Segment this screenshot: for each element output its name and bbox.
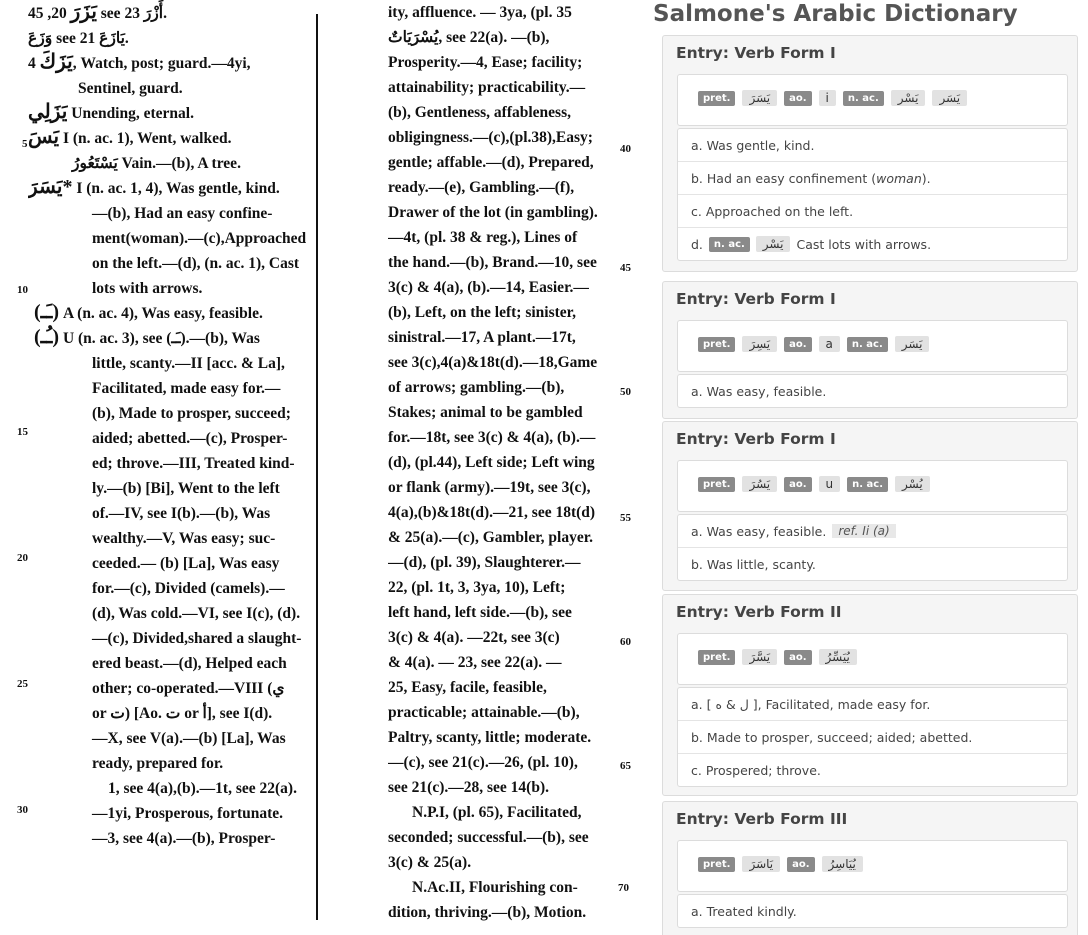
reference-badge: ref. Ii (a) (832, 524, 895, 538)
scan-line: —(d), (pl. 39), Slaughterer.— (388, 554, 581, 571)
scan-line: for.—18t, see 3(c) & 4(a), (b).— (388, 429, 596, 446)
line-number: 45 (620, 262, 631, 274)
pret-value: يَسَرَ (742, 90, 777, 106)
scan-line: (b), Made to prosper, succeed; (92, 405, 291, 422)
scan-line: see 21(c).—28, see 14(b). (388, 779, 549, 796)
scan-column-left (28, 0, 314, 850)
pret-tag: pret. (698, 337, 735, 352)
scan-line: 3(c) & 4(a), (b).—14, Easier.— (388, 279, 589, 296)
line-number: 70 (618, 882, 629, 894)
entry-card (662, 594, 1078, 796)
verb-forms-row (698, 856, 863, 872)
pret-value: يَسُرَ (742, 476, 777, 492)
scan-line: —X, see V(a).—(b) [La], Was (92, 730, 286, 747)
scan-line: Facilitated, made easy for.— (92, 380, 281, 397)
definition-item: a. Was easy, feasible. (691, 383, 827, 399)
definition-item: b. Had an easy confinement ( woman ). (678, 162, 1067, 195)
scan-line: 1, see 4(a),(b).—1t, see 22(a). (108, 780, 297, 797)
pret-tag: pret. (698, 650, 735, 665)
scan-line: Paltry, scanty, little; moderate. (388, 729, 592, 746)
ao-tag: ao. (787, 857, 814, 872)
pret-value: يَاسَرَ (742, 856, 780, 872)
scan-line: —(c), Divided,shared a slaught- (92, 630, 302, 647)
scan-line: يَزَكَ 4, Watch, post; guard.—4yi, (28, 51, 251, 73)
scan-line: & 4(a). — 23, see 22(a). — (388, 654, 562, 671)
scan-line: 22, (pl. 1t, 3, 3ya, 10), Left; (388, 579, 566, 596)
line-number: 55 (620, 512, 631, 524)
line-number: 5 (22, 138, 28, 150)
definition-item: a. Was gentle, kind. (678, 129, 1067, 162)
nac-value: يَسْر (891, 90, 926, 106)
definition-item: d. n. ac. يَسْر Cast lots with arrows. (691, 236, 932, 252)
pret-tag: pret. (698, 857, 735, 872)
verb-forms-box (677, 633, 1068, 685)
scan-line: N.Ac.II, Flourishing con- (412, 879, 578, 896)
entry-card (662, 801, 1078, 935)
entry-title: Entry: Verb Form II (676, 603, 842, 621)
scan-line: ceeded.— (b) [La], Was easy (92, 555, 280, 572)
ao-tag: ao. (784, 650, 811, 665)
line-number: 20 (17, 552, 28, 564)
scan-line: ly.—(b) [Bi], Went to the left (92, 480, 280, 497)
ao-value: u (819, 476, 841, 492)
scan-line: —(b), Had an easy confine- (92, 205, 273, 222)
verb-forms-row (698, 476, 930, 492)
scan-line: 3(c) & 4(a). —22t, see 3(c) (388, 629, 560, 646)
line-number: 25 (17, 678, 28, 690)
scan-line: ity, affluence. — 3ya, (pl. 35 (388, 4, 572, 21)
definitions-box (677, 687, 1068, 787)
nac-tag: n. ac. (847, 337, 888, 352)
entry-card (662, 421, 1078, 591)
ao-value: يُيَسِّرُ (819, 649, 857, 665)
definition-item: c. Prospered; throve. (691, 762, 821, 778)
scan-line: or ت) [Ao. ت or أ], see I(d). (92, 705, 273, 722)
nac-value: يَسَر (895, 336, 930, 352)
scan-line: seconded; successful.—(b), see (388, 829, 589, 846)
nac-value: يُسْر (895, 476, 930, 492)
scan-line: aided; abetted.—(c), Prosper- (92, 430, 288, 447)
scan-line: on the left.—(d), (n. ac. 1), Cast (92, 255, 300, 272)
verb-forms-row (698, 90, 967, 106)
scan-line: 4(a),(b)&18t(d).—21, see 18t(d) (388, 504, 596, 521)
entry-title: Entry: Verb Form I (676, 290, 836, 308)
scan-line: 3(c) & 25(a). (388, 854, 472, 871)
scan-line: يَسَ I (n. ac. 1), Went, walked. (28, 126, 232, 148)
scan-line: (ـُـ) U (n. ac. 3), see (ـَـ).—(b), Was (34, 326, 260, 348)
entry-card (662, 35, 1078, 272)
scan-line: N.P.I, (pl. 65), Facilitated, (412, 804, 582, 821)
scan-line: —3, see 4(a).—(b), Prosper- (92, 830, 276, 847)
dictionary-panel (650, 0, 1088, 935)
nac-value: يَسَر (932, 90, 967, 106)
ao-value: يُيَاسِرُ (822, 856, 863, 872)
line-number: 10 (17, 284, 28, 296)
scan-line: attainability; practicability.— (388, 79, 586, 96)
ao-tag: ao. (784, 91, 811, 106)
entry-title: Entry: Verb Form III (676, 810, 848, 828)
scan-line: (b), Left, on the left; sinister, (388, 304, 576, 321)
scan-line: (d), (pl.44), Left side; Left wing (388, 454, 595, 471)
entry-title: Entry: Verb Form I (676, 430, 836, 448)
scan-line: obligingness.—(c),(pl.38),Easy; (388, 129, 593, 146)
scan-line: يَسَرَ* I (n. ac. 1, 4), Was gentle, kind. (28, 176, 280, 198)
pret-tag: pret. (698, 477, 735, 492)
verb-forms-box (677, 460, 1068, 512)
column-rule (316, 14, 318, 920)
definitions-box (677, 894, 1068, 928)
scan-line: Sentinel, guard. (78, 80, 183, 97)
scan-line: sinistral.—17, A plant.—17t, (388, 329, 576, 346)
definitions-box (677, 514, 1068, 581)
scan-line: —(c), see 21(c).—26, (pl. 10), (388, 754, 578, 771)
scan-column-right (388, 0, 616, 925)
scan-line: of.—IV, see I(b).—(b), Was (92, 505, 271, 522)
ao-value: i (819, 90, 836, 106)
verb-forms-row (698, 649, 857, 665)
ao-tag: ao. (784, 337, 811, 352)
pret-value: يَسَّرَ (742, 649, 777, 665)
scan-line: practicable; attainable.—(b), (388, 704, 580, 721)
nac-tag: n. ac. (843, 91, 884, 106)
pret-tag: pret. (698, 91, 735, 106)
scan-line: —4t, (pl. 38 & reg.), Lines of (388, 229, 578, 246)
scan-line: dition, thriving.—(b), Motion. (388, 904, 587, 921)
scan-line: little, scanty.—II [acc. & La], (92, 355, 285, 372)
scan-line: & 25(a).—(c), Gambler, player. (388, 529, 594, 546)
definitions-box (677, 128, 1068, 261)
scan-line: lots with arrows. (92, 280, 203, 297)
entry-title: Entry: Verb Form I (676, 44, 836, 62)
definitions-box (677, 374, 1068, 408)
scan-line: Stakes; animal to be gambled (388, 404, 583, 421)
scan-line: for.—(c), Divided (camels).— (92, 580, 285, 597)
definition-item: a. Treated kindly. (691, 903, 797, 919)
verb-forms-box (677, 320, 1068, 372)
app-title: Salmone's Arabic Dictionary (653, 1, 1018, 27)
scan-line: يَزَرَ 20, 45 see أَزْرَ 23. (28, 1, 167, 23)
scan-line: 25, Easy, facile, feasible, (388, 679, 547, 696)
scan-line: —1yi, Prosperous, fortunate. (92, 805, 284, 822)
scan-line: or flank (army).—19t, see 3(c), (388, 479, 591, 496)
scan-line: wealthy.—V, Was easy; suc- (92, 530, 276, 547)
line-number: 60 (620, 636, 631, 648)
definition-item: a. Was easy, feasible. ref. Ii (a) (678, 515, 1067, 548)
scan-line: ered beast.—(d), Helped each (92, 655, 287, 672)
scan-line: see 3(c),4(a)&18t(d).—18,Game (388, 354, 598, 371)
entry-card (662, 281, 1078, 419)
verb-forms-row (698, 336, 929, 352)
scan-line: (ـَـ) A (n. ac. 4), Was easy, feasible. (34, 301, 263, 323)
scan-line: other; co-operated.—VIII (ي (92, 680, 285, 697)
ao-tag: ao. (784, 477, 811, 492)
nac-tag: n. ac. (847, 477, 888, 492)
scan-line: (b), Gentleness, affableness, (388, 104, 571, 121)
line-number: 15 (17, 426, 28, 438)
scan-line: the hand.—(b), Brand.—10, see (388, 254, 597, 271)
scan-line: ed; throve.—III, Treated kind- (92, 455, 295, 472)
scan-line: left hand, left side.—(b), see (388, 604, 572, 621)
scan-line: Drawer of the lot (in gambling). (388, 204, 598, 221)
scan-line: ment(woman).—(c),Approached (92, 230, 307, 247)
scan-line: ready, prepared for. (92, 755, 224, 772)
verb-forms-box (677, 840, 1068, 892)
line-number: 40 (620, 143, 631, 155)
pret-value: يَسِرَ (742, 336, 777, 352)
scan-line: وَزَعَ see يَازَعَ 21. (28, 30, 129, 47)
definition-item: b. Was little, scanty. (691, 556, 816, 572)
scan-line: يَزَلِي Unending, eternal. (28, 101, 194, 123)
scan-line: gentle; affable.—(d), Prepared, (388, 154, 594, 171)
line-number: 30 (17, 804, 28, 816)
line-number: 50 (620, 386, 631, 398)
scan-line: Prosperity.—4, Ease; facility; (388, 54, 583, 71)
scan-line: of arrows; gambling.—(b), (388, 379, 565, 396)
line-number: 65 (620, 760, 631, 772)
scan-line: يَسْتَعُورُ Vain.—(b), A tree. (72, 155, 241, 172)
definition-item: c. Approached on the left. (678, 195, 1067, 228)
scan-line: (d), Was cold.—VI, see I(c), (d). (92, 605, 301, 622)
definition-item: b. Made to prosper, succeed; aided; abetted. (678, 721, 1067, 754)
verb-forms-box (677, 74, 1068, 126)
scan-line: يُسْرَيَاتٌ, see 22(a). —(b), (388, 29, 550, 46)
scan-line: ready.—(e), Gambling.—(f), (388, 179, 575, 196)
nac-tag: n. ac. (709, 237, 750, 252)
definition-item: a. [ ل & ه ], Facilitated, made easy for. (678, 688, 1067, 721)
nac-value: يَسْر (756, 236, 791, 252)
ao-value: a (819, 336, 840, 352)
